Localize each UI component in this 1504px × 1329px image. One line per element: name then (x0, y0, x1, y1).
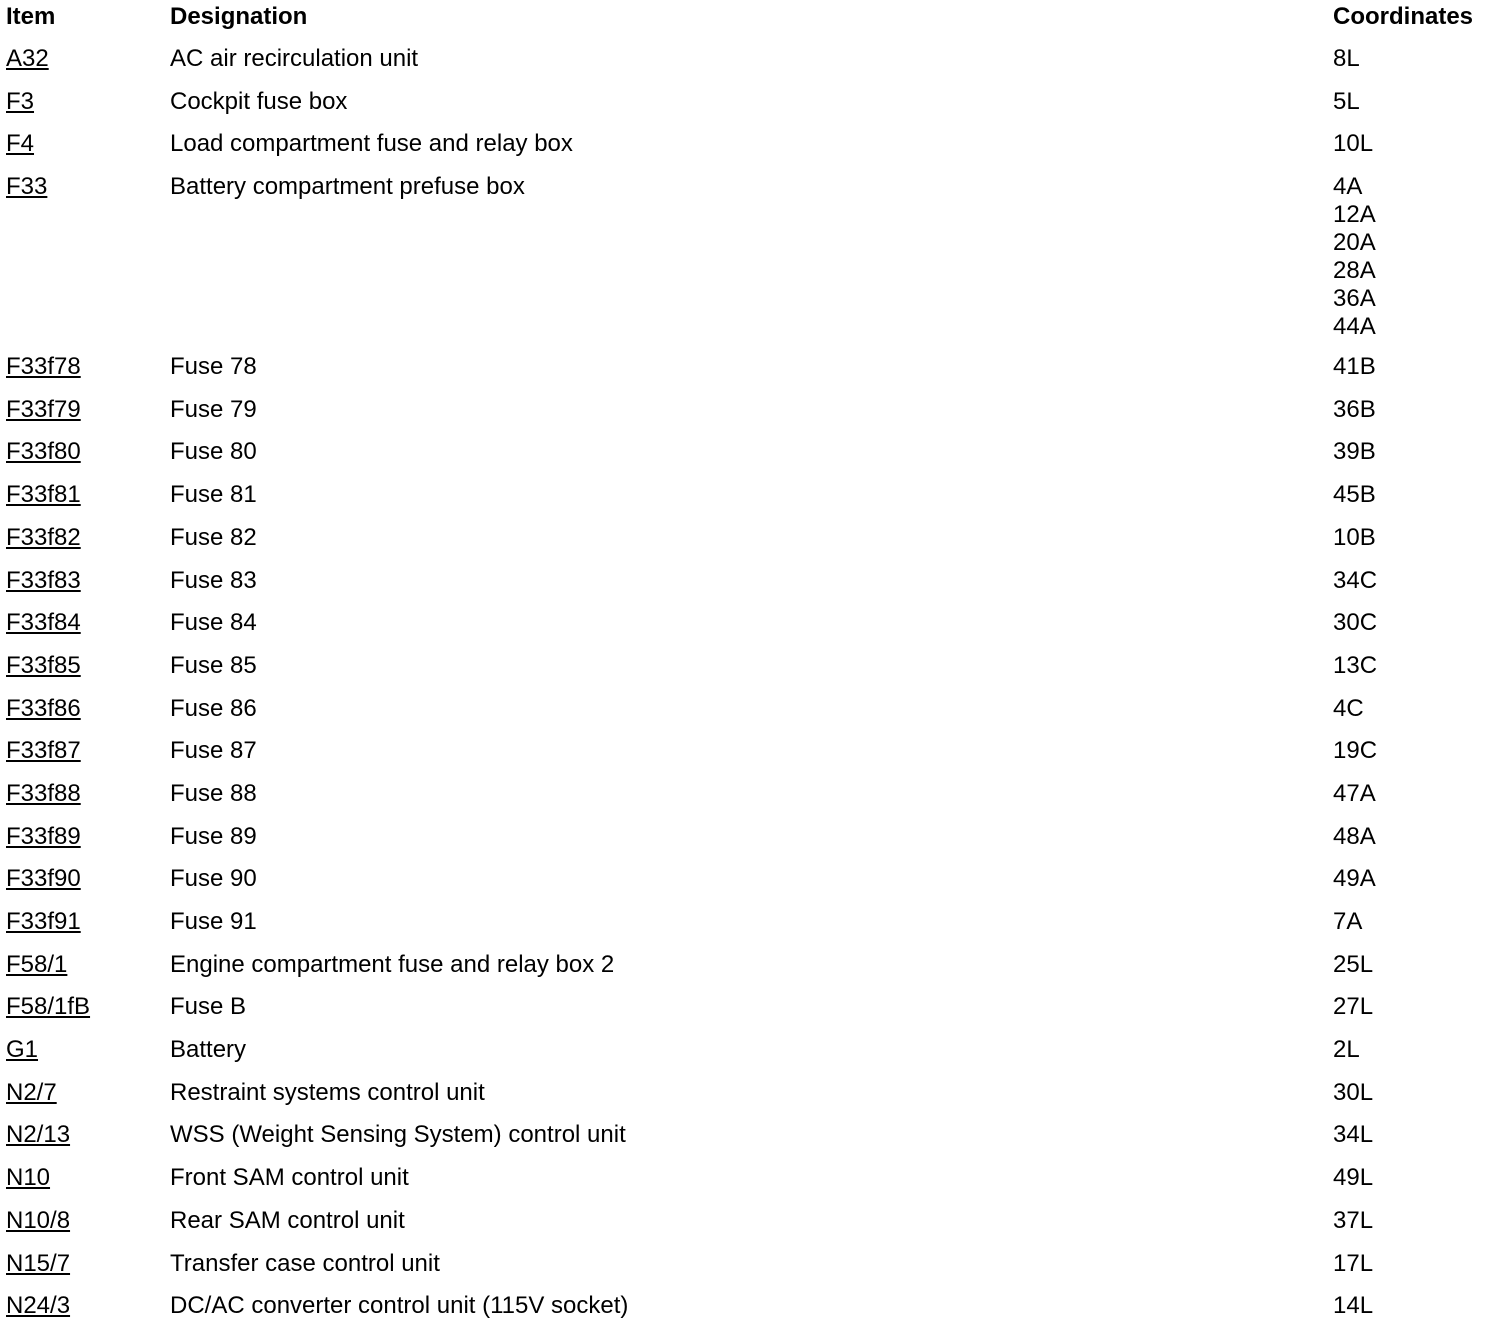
designation-cell: Fuse 80 (170, 438, 257, 466)
table-row (6, 731, 1504, 774)
designation-cell: Load compartment fuse and relay box (170, 130, 573, 158)
item-link[interactable]: F33f88 (6, 779, 81, 807)
table-row (6, 1030, 1504, 1073)
designation-cell: Restraint systems control unit (170, 1078, 485, 1106)
item-cell (6, 518, 170, 561)
item-cell (6, 124, 170, 167)
coordinate-value: 30L (1333, 1078, 1374, 1106)
coordinates-cell (1333, 475, 1504, 518)
table-row (6, 646, 1504, 689)
table-row (6, 774, 1504, 817)
coordinate-value: 20A (1333, 229, 1376, 257)
designation-cell: Fuse 79 (170, 395, 257, 423)
item-link[interactable]: F4 (6, 130, 35, 158)
designation-cell: WSS (Weight Sensing System) control unit (170, 1121, 626, 1149)
coordinate-value: 44A (1333, 313, 1376, 341)
item-link[interactable]: N2/13 (6, 1121, 71, 1149)
item-link[interactable]: N10 (6, 1164, 51, 1192)
coordinates-cell (1333, 1244, 1504, 1287)
item-link[interactable]: F33f85 (6, 651, 81, 679)
designation-cell: Engine compartment fuse and relay box 2 (170, 950, 615, 978)
coordinate-value: 25L (1333, 950, 1374, 978)
table-row (6, 432, 1504, 475)
item-cell (6, 987, 170, 1030)
item-cell (6, 1286, 170, 1329)
coordinate-value: 41B (1333, 353, 1376, 381)
coordinate-value: 10L (1333, 130, 1374, 158)
item-link[interactable]: G1 (6, 1036, 39, 1064)
coordinate-value: 4A (1333, 173, 1363, 201)
coordinates-cell (1333, 518, 1504, 561)
item-cell (6, 82, 170, 125)
coordinates-cell (1333, 902, 1504, 945)
coordinates-cell (1333, 561, 1504, 604)
table-row (6, 1286, 1504, 1329)
coordinate-value: 13C (1333, 651, 1378, 679)
item-cell (6, 167, 170, 347)
coordinate-value: 36A (1333, 285, 1376, 313)
designation-cell: Fuse 91 (170, 908, 257, 935)
coordinate-value: 17L (1333, 1249, 1374, 1277)
coordinate-value: 39B (1333, 438, 1376, 466)
coordinate-value: 45B (1333, 481, 1376, 509)
designation-cell: Fuse 86 (170, 694, 257, 722)
coordinate-value: 4C (1333, 694, 1364, 722)
item-link[interactable]: F33f79 (6, 395, 81, 423)
item-link[interactable]: F33f80 (6, 438, 81, 466)
coordinates-cell (1333, 646, 1504, 689)
coordinates-cell (1333, 1201, 1504, 1244)
designation-cell: Fuse 81 (170, 481, 257, 509)
coordinates-cell (1333, 167, 1504, 347)
coordinates-cell (1333, 945, 1504, 988)
table-row (6, 902, 1504, 945)
coordinate-value: 10B (1333, 523, 1376, 551)
designation-cell: Rear SAM control unit (170, 1206, 405, 1234)
designation-cell: Cockpit fuse box (170, 87, 348, 115)
table-row (6, 390, 1504, 433)
table-row (6, 518, 1504, 561)
designation-cell: Fuse 85 (170, 651, 257, 679)
item-link[interactable]: F3 (6, 87, 35, 115)
coordinate-value: 12A (1333, 201, 1376, 229)
table-row (6, 167, 1504, 347)
item-cell (6, 1030, 170, 1073)
item-cell (6, 39, 170, 82)
item-cell (6, 1115, 170, 1158)
item-cell (6, 390, 170, 433)
coordinate-value: 34L (1333, 1121, 1374, 1149)
table-row (6, 945, 1504, 988)
table-row (6, 475, 1504, 518)
coordinates-cell (1333, 689, 1504, 732)
item-cell (6, 859, 170, 902)
item-link[interactable]: N24/3 (6, 1292, 71, 1320)
item-link[interactable]: F58/1 (6, 950, 68, 978)
coordinates-cell (1333, 1073, 1504, 1116)
table-body (6, 39, 1504, 1329)
item-link[interactable]: F33f84 (6, 609, 81, 637)
item-cell (6, 432, 170, 475)
item-cell (6, 1201, 170, 1244)
item-link[interactable]: F33f87 (6, 737, 81, 765)
item-cell (6, 475, 170, 518)
designation-cell: Transfer case control unit (170, 1249, 440, 1277)
table-row (6, 124, 1504, 167)
item-column-header: Item (6, 3, 56, 30)
coordinates-cell (1333, 1030, 1504, 1073)
coordinate-value: 30C (1333, 609, 1378, 637)
designation-cell: Fuse 78 (170, 353, 257, 381)
item-link[interactable]: F33f82 (6, 523, 81, 551)
item-link[interactable]: N10/8 (6, 1206, 71, 1234)
coordinates-cell (1333, 82, 1504, 125)
designation-cell: Fuse B (170, 993, 247, 1021)
item-cell (6, 1244, 170, 1287)
coordinate-value: 47A (1333, 779, 1376, 807)
coordinates-cell (1333, 1115, 1504, 1158)
coordinate-value: 27L (1333, 993, 1374, 1021)
item-link[interactable]: F33f89 (6, 822, 81, 850)
table-row (6, 859, 1504, 902)
item-link[interactable]: F33f86 (6, 694, 81, 722)
table-row (6, 689, 1504, 732)
item-cell (6, 561, 170, 604)
item-cell (6, 817, 170, 860)
header-row (6, 0, 1504, 39)
coordinates-cell (1333, 731, 1504, 774)
item-cell (6, 1073, 170, 1116)
coordinate-value: 49L (1333, 1164, 1374, 1192)
table-header (6, 0, 1504, 39)
coordinates-cell (1333, 1158, 1504, 1201)
item-cell (6, 646, 170, 689)
item-link[interactable]: F33f83 (6, 566, 81, 594)
item-cell (6, 1158, 170, 1201)
designation-cell: Fuse 83 (170, 566, 257, 594)
table-row (6, 1073, 1504, 1116)
item-link[interactable]: F33f90 (6, 865, 81, 893)
item-link[interactable]: F58/1fB (6, 993, 91, 1021)
item-cell (6, 774, 170, 817)
table-row (6, 1244, 1504, 1287)
table-row (6, 1201, 1504, 1244)
designation-cell: Fuse 90 (170, 865, 257, 893)
designation-cell: DC/AC converter control unit (115V socket) (170, 1292, 629, 1320)
item-link[interactable]: F33f78 (6, 353, 81, 381)
designation-column-header: Designation (170, 3, 308, 30)
item-cell (6, 731, 170, 774)
item-cell (6, 689, 170, 732)
coordinate-value: 5L (1333, 87, 1360, 115)
item-cell (6, 945, 170, 988)
coordinates-cell (1333, 390, 1504, 433)
table-row (6, 82, 1504, 125)
coordinates-cell (1333, 859, 1504, 902)
coordinates-cell (1333, 39, 1504, 82)
item-cell (6, 347, 170, 390)
designation-cell: Fuse 89 (170, 822, 257, 850)
table-row (6, 817, 1504, 860)
coordinate-value: 2L (1333, 1036, 1360, 1064)
designation-cell: Fuse 88 (170, 779, 257, 807)
component-legend-table (6, 0, 1504, 1329)
item-link[interactable]: A32 (6, 45, 49, 72)
coordinate-value: 19C (1333, 737, 1378, 765)
coordinate-value: 36B (1333, 395, 1376, 423)
designation-cell: Battery compartment prefuse box (170, 173, 525, 201)
table-row (6, 39, 1504, 82)
coordinate-value: 34C (1333, 566, 1378, 594)
table-row (6, 561, 1504, 604)
item-link[interactable]: F33f91 (6, 908, 81, 935)
designation-cell: Fuse 87 (170, 737, 257, 765)
item-cell (6, 902, 170, 945)
coordinate-value: 48A (1333, 822, 1376, 850)
coordinates-cell (1333, 124, 1504, 167)
coordinate-value: 7A (1333, 908, 1363, 935)
item-link[interactable]: N2/7 (6, 1078, 57, 1106)
coordinates-cell (1333, 1286, 1504, 1329)
coordinate-value: 14L (1333, 1292, 1374, 1320)
designation-cell: Fuse 84 (170, 609, 257, 637)
item-link[interactable]: N15/7 (6, 1249, 71, 1277)
designation-cell: Battery (170, 1036, 247, 1064)
coordinate-value: 49A (1333, 865, 1376, 893)
table-row (6, 1158, 1504, 1201)
coordinates-column-header: Coordinates (1333, 3, 1474, 30)
coordinate-value: 8L (1333, 45, 1360, 72)
coordinates-cell (1333, 987, 1504, 1030)
coordinates-cell (1333, 603, 1504, 646)
table-row (6, 347, 1504, 390)
table-row (6, 1115, 1504, 1158)
item-cell (6, 603, 170, 646)
coordinates-cell (1333, 774, 1504, 817)
table-row (6, 987, 1504, 1030)
item-link[interactable]: F33 (6, 173, 48, 201)
coordinate-value: 28A (1333, 257, 1376, 285)
coordinate-value: 37L (1333, 1206, 1374, 1234)
coordinates-cell (1333, 347, 1504, 390)
item-link[interactable]: F33f81 (6, 481, 81, 509)
designation-cell: Front SAM control unit (170, 1164, 409, 1192)
coordinates-cell (1333, 817, 1504, 860)
designation-cell: Fuse 82 (170, 523, 257, 551)
table-row (6, 603, 1504, 646)
coordinates-cell (1333, 432, 1504, 475)
designation-cell: AC air recirculation unit (170, 45, 419, 72)
